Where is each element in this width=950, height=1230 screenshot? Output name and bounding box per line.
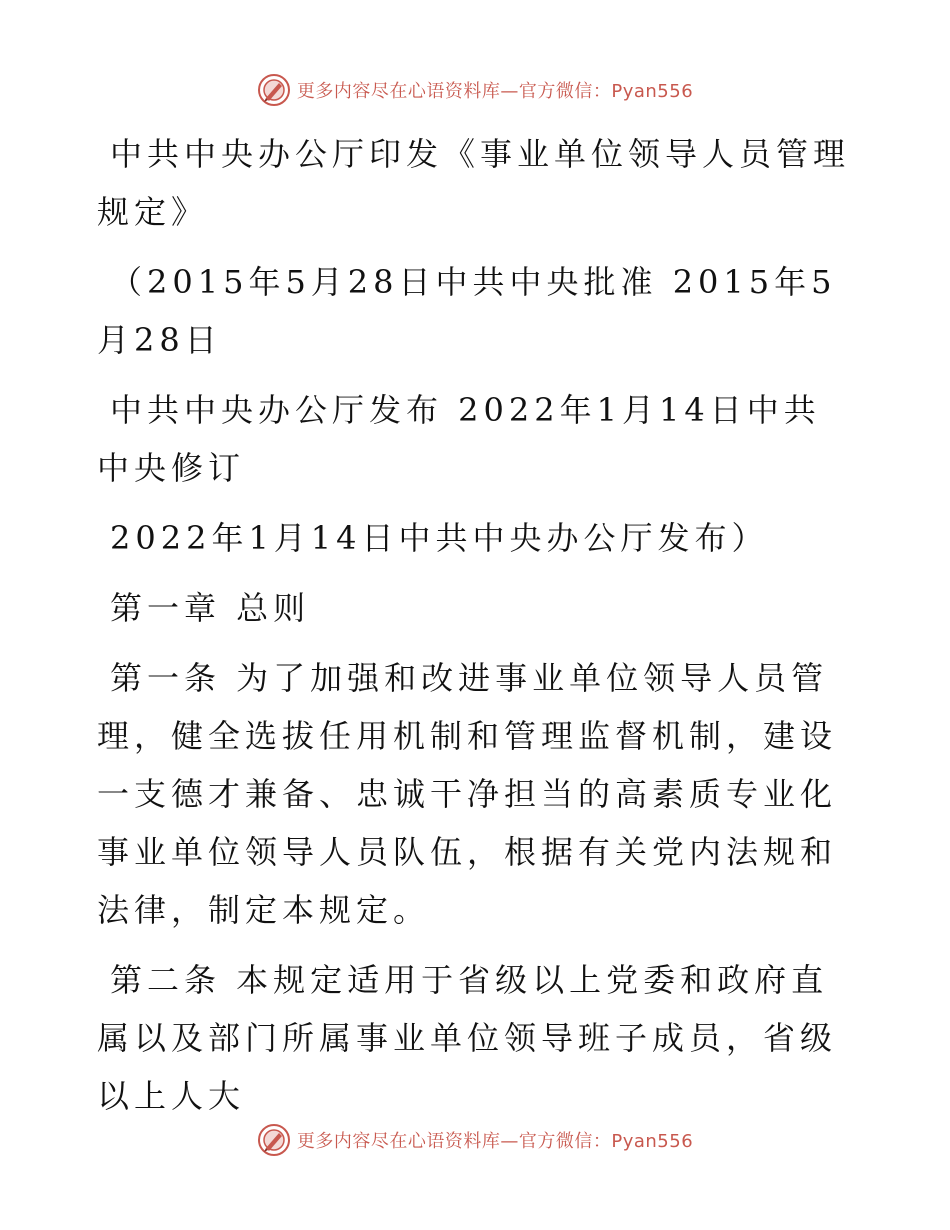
watermark-header [0, 70, 950, 110]
pen-logo-icon [257, 1123, 291, 1157]
watermark-text: 更多内容尽在心语资料库—官方微信：Pyan556 [296, 1131, 694, 1152]
article-1: 第一条 为了加强和改进事业单位领导人员管理，健全选拔任用机制和管理监督机制，建设一支德才兼备、忠诚干净担当的高素质专业化事业单位领导人员队伍，根据有关党内法规和法律，制定本规定。 [97, 659, 838, 929]
chapter-heading: 第一章 总则 [110, 589, 311, 627]
document-title: 中共中央办公厅印发《事业单位领导人员管理规定》 [97, 135, 851, 231]
watermark-text: 更多内容尽在心语资料库—官方微信：Pyan556 [296, 81, 694, 102]
document-body [97, 125, 857, 1137]
watermark-footer [0, 1120, 950, 1160]
article-2: 第二条 本规定适用于省级以上党委和政府直属以及部门所属事业单位领导班子成员，省级以上人大 [97, 961, 838, 1115]
date-line-1: （2015年5月28日中共中央批准 2015年5月28日 [97, 263, 837, 359]
date-line-2: 中共中央办公厅发布 2022年1月14日中共中央修订 [97, 391, 821, 487]
date-line-3: 2022年1月14日中共中央办公厅发布） [110, 519, 769, 557]
pen-logo-icon [257, 73, 291, 107]
